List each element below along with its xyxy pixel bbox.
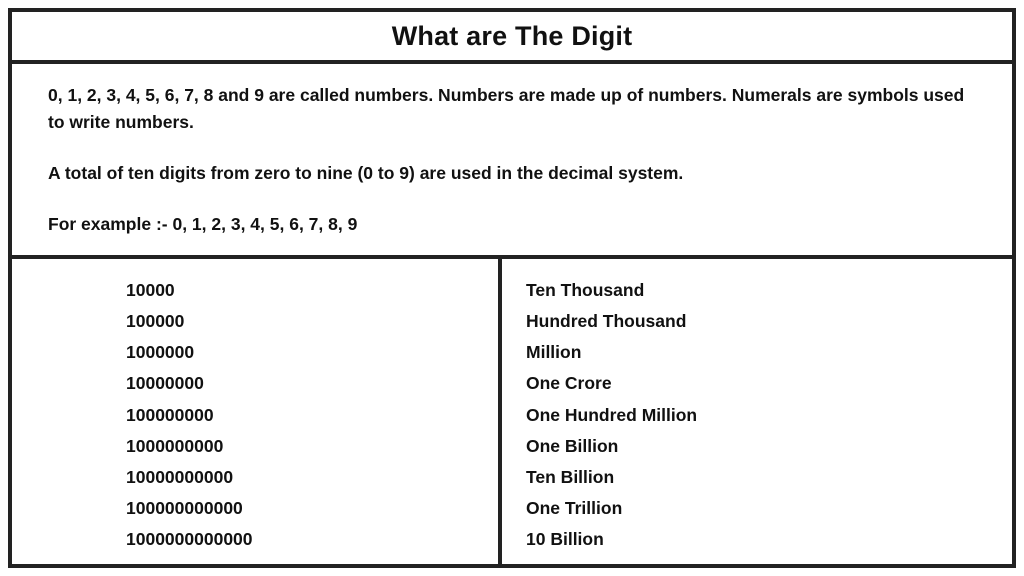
table-row: Million [526,342,582,363]
table-row: 1000000000000 [126,529,253,550]
table-row: One Trillion [526,497,623,518]
table-row: 100000000000 [126,497,243,518]
intro-section [12,64,1012,259]
table-column-names [502,259,1012,564]
table-row: 10 Billion [526,529,604,550]
table-row: Ten Thousand [526,280,645,300]
intro-paragraph-3: For example :- 0, 1, 2, 3, 4, 5, 6, 7, 8, 9 [48,214,358,235]
intro-paragraph-1: 0, 1, 2, 3, 4, 5, 6, 7, 8 and 9 are called numbers. Numbers are made up of numbers. Numerals are symbols used to write numbers. [48,85,965,133]
intro-paragraph-2: A total of ten digits from zero to nine (0 to 9) are used in the decimal system. [48,163,684,184]
table-row: 10000000000 [126,466,234,487]
number-names-table [12,259,1012,564]
content-frame [8,8,1016,568]
table-row: 10000000 [126,373,204,394]
table-row: 1000000000 [126,435,224,456]
table-row: Hundred Thousand [526,311,687,332]
title-bar [12,12,1012,64]
table-row: One Crore [526,373,612,394]
table-row: One Billion [526,435,619,456]
page-title: What are The Digit [391,20,633,51]
table-row: 100000 [126,311,185,332]
table-row: 100000000 [126,404,214,425]
table-row: 1000000 [126,342,195,363]
table-column-numbers [12,259,502,564]
table-row: One Hundred Million [526,404,698,425]
table-row: Ten Billion [526,466,615,487]
table-row: 10000 [126,280,175,300]
